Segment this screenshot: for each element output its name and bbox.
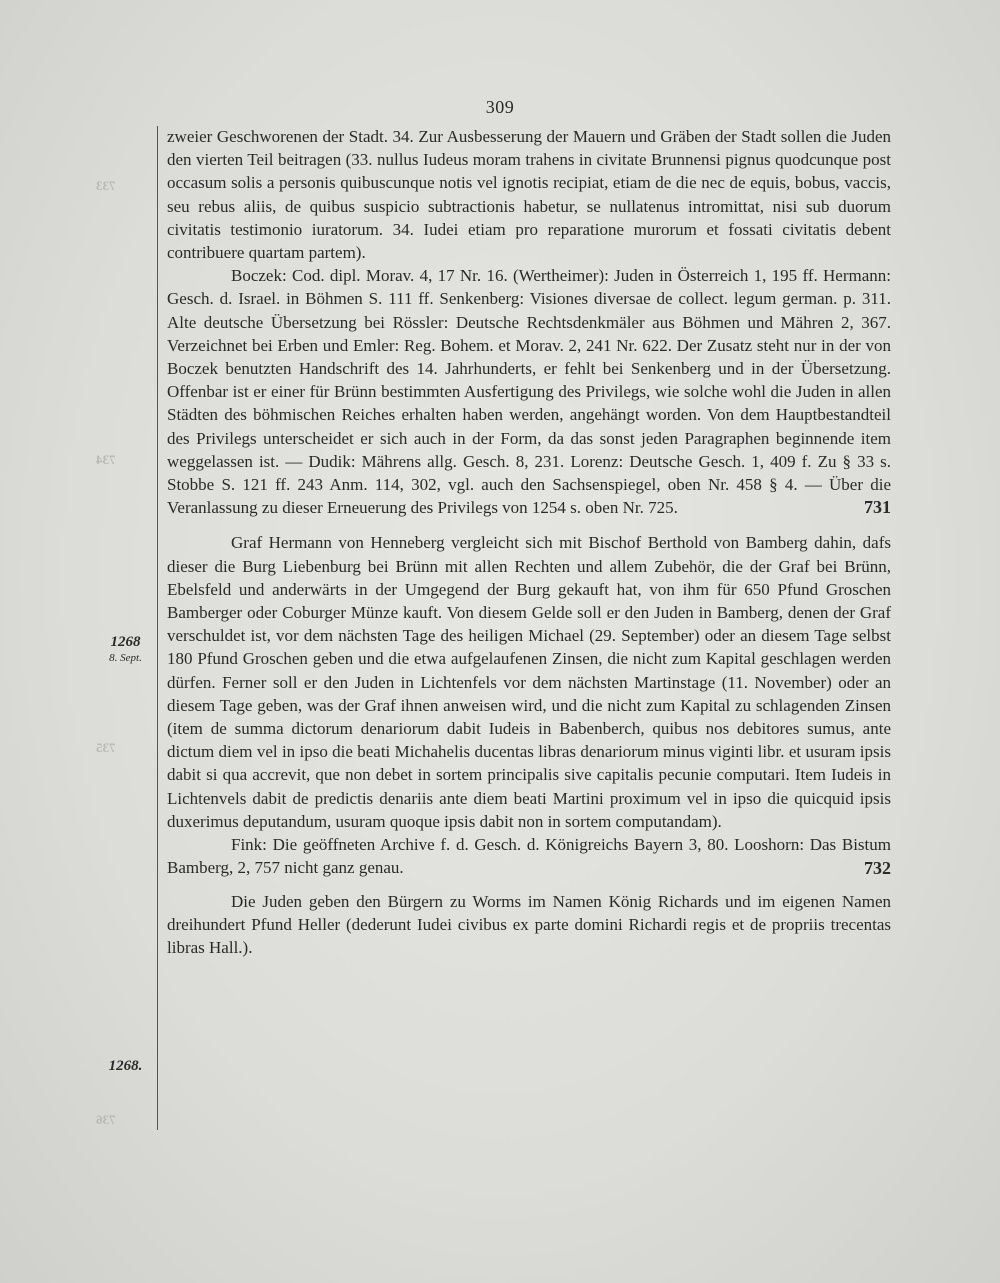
bleed-through-mark: 733 [96, 178, 116, 193]
entry-732-date-day: 8. Sept. [109, 652, 142, 664]
entry-733-text: Die Juden geben den Bürgern zu Worms im Namen König Richards und im eigenen Namen dreihundert Pfund Heller (dederunt Iudei civibus ex parte domini Richardi regis et de propriis trecentas libras Hall.). [167, 891, 891, 957]
entry-732-date-year: 1268 [110, 634, 141, 650]
entry-732-text: Graf Hermann von Henneberg vergleicht sich mit Bischof Berthold von Bamberg dahin, dafs dieser die Burg Liebenburg bei Brünn mit allen Rechten und allem Zubehör, die der Graf bei Brünn, Ebelsfeld und anderwärts in der Umgegend der Burg gekauft hat, von ihm für 650 Pfund Groschen Bamberger oder Coburger Münze kauft. Von diesem Gelde soll er den Juden in Bamberg, denen der Graf verschuldet ist, vor dem nächsten Tage des heiligen Michael (29. September) oder an diesem Tage selbst 180 Pfund Groschen geben und die etwa aufgelaufenen Zinsen, die nicht zum Kapital geschlagen werden dürfen. Ferner soll er den Juden in Lichtenfels vor dem nächsten Martinstage (11. November) oder an diesem Tage geben, was der Graf ihnen anweisen wird, und die nicht zum Kapital zu schlagenden Zinsen (item de summa dictorum denariorum dabit Iudeis in Babenberch, quibus nos debitores sumus, ante dictum diem vel in ipso die beati Michahelis ducentas libras denariorum minus viginti libr. et usuram ipsis dabit si qua accrevit, que non debet in sortem principalis sive capitalis pecunie computari. Item Iudeis in Lichtenvels dabit de predictis denariis ante diem beati Martini proximum vel in ipso die quicquid ipsis duxerimus deputandum, usuram quoque ipsis dabit non in sortem computandam). [167, 533, 891, 831]
bleed-through-mark: 736 [96, 1112, 116, 1127]
entry-gap [167, 519, 891, 531]
main-text-column [167, 125, 891, 959]
entry-733-date-year: 1268. [108, 1058, 143, 1074]
entry-732-references: Fink: Die geöffneten Archive f. d. Gesch. d. Königreichs Bayern 3, 80. Looshorn: Das Bistum Bamberg, 2, 757 nicht ganz genau. [167, 835, 891, 878]
entry-733-date [98, 1058, 153, 1074]
page-number: 309 [485, 97, 515, 117]
bleed-through-mark: 735 [96, 740, 116, 755]
entry-731-references: Boczek: Cod. dipl. Morav. 4, 17 Nr. 16. (Wertheimer): Juden in Österreich 1, 195 ff. Hermann: Gesch. d. Israel. in Böhmen S. 111 ff. Senkenberg: Visiones diversae de collect. legum german. p. 311. Alte deutsche Übersetzung bei Rössler: Deutsche Rechtsdenkmäler aus Böhmen und Mähren 2, 367. Verzeichnet bei Erben und Emler: Reg. Bohem. et Morav. 2, 241 Nr. 622. Der Zusatz steht nur in der von Boczek benutzten Handschrift des 14. Jahrhunderts, er fehlt bei Senkenberg und in der Übersetzung. Offenbar ist er einer für Brünn bestimmten Ausfertigung des Privilegs, wie solche wohl die Juden in allen Städten des böhmischen Reiches erhalten haben werden, angehängt worden. Von dem Hauptbestandteil des Privilegs unterscheidet er sich auch in der Form, da das sonst jeden Paragraphen beginnende item weggelassen ist. — Dudik: Mährens allg. Gesch. 8, 231. Lorenz: Deutsche Gesch. 1, 409 f. Zu § 33 s. Stobbe S. 121 ff. 243 Anm. 114, 302, vgl. auch den Sachsenspiegel, oben Nr. 458 § 4. — Über die Veranlassung zu dieser Erneuerung des Privilegs von 1254 s. oben Nr. 725. [167, 266, 891, 518]
entry-732-number: 732 [864, 857, 891, 878]
margin-rule [157, 126, 158, 1130]
bleed-through-mark: 734 [96, 452, 116, 467]
entry-732-date [98, 634, 153, 666]
entry-731-text: zweier Geschworenen der Stadt. 34. Zur Ausbesserung der Mauern und Gräben der Stadt sollen die Juden den vierten Teil beitragen (33. nullus Iudeus moram trahens in civitate Brunnensi pignus quodcunque post occasum solis a personis quibuscunque notis vel ignotis recipiat, etiam de die nec de equis, bobus, vaccis, seu rebus aliis, de quibus suspicio subtractionis habetur, se nullatenus intromittat, nisi sub duorum civitatis testimonio iuratorum. 34. Iudei etiam pro reparatione murorum et fossati civitatis debent contribuere quartam partem). [167, 127, 891, 263]
entry-gap [167, 880, 891, 890]
entry-731-number: 731 [864, 497, 891, 518]
